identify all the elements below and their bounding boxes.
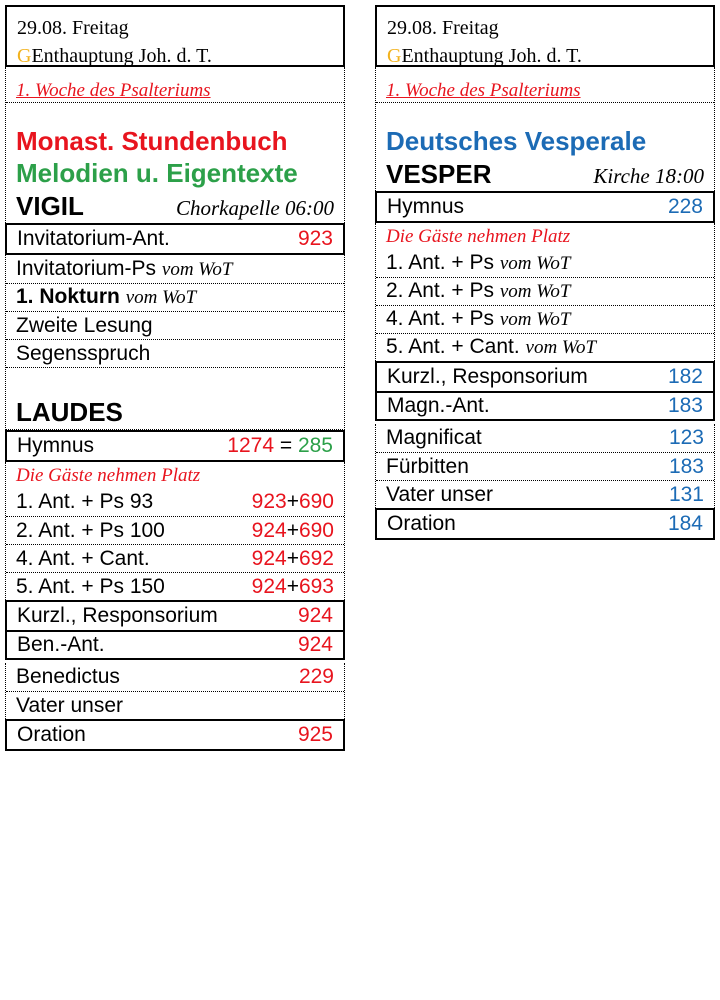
page-number: 924 [297, 633, 333, 656]
list-item: Oration 184 [377, 510, 713, 538]
list-item: Hymnus 228 [377, 193, 713, 221]
book-title-vesperale: Deutsches Vesperale [386, 126, 647, 156]
page-number: 923 [297, 227, 333, 250]
guests-note: Die Gäste nehmen Platz [16, 465, 201, 486]
list-item: 1. Nokturn vom WoT [6, 283, 344, 311]
laudes-oration-box [5, 719, 345, 751]
feast-line [17, 42, 343, 70]
vesper-responsorium-box [375, 361, 715, 421]
book-title-stundenbuch: Monast. Stundenbuch [16, 126, 288, 156]
list-item: Invitatorium-Ps vom WoT [16, 256, 233, 280]
guests-note: Die Gäste nehmen Platz [386, 226, 571, 247]
list-item: Kurzl., Responsorium 182 [377, 363, 713, 391]
laudes-title: LAUDES [16, 397, 123, 427]
feast-rank-letter: G [17, 45, 32, 67]
date-label: 29.08. Freitag [387, 17, 499, 39]
page-number: 285 [297, 434, 333, 457]
list-item: Magnificat 123 [376, 424, 714, 452]
laudes-responsorium-box [5, 600, 345, 660]
list-item: Vater unser 131 [376, 480, 714, 508]
page-number: 183 [667, 394, 703, 417]
page-number: 228 [667, 195, 703, 218]
page-number: 131 [668, 482, 704, 506]
list-item: Zweite Lesung [6, 311, 344, 339]
laudes-closing [5, 663, 345, 719]
vigil-heading [6, 189, 344, 223]
morning-schedule-column [5, 5, 345, 751]
list-item: Fürbitten 183 [376, 452, 714, 480]
vesper-psalms [375, 223, 715, 361]
list-item: 4. Ant. + Cant. 924+692 [6, 544, 344, 572]
list-item: Vater unser [6, 691, 344, 719]
list-item: 1. Ant. + Ps vom WoT [386, 250, 571, 274]
list-item: 4. Ant. + Ps vom WoT [376, 305, 714, 333]
date-label: 29.08. Freitag [17, 17, 129, 39]
list-item: 5. Ant. + Ps 150 924+693 [6, 572, 344, 600]
vigil-title: VIGIL [16, 191, 84, 221]
page-number: 229 [298, 665, 334, 688]
laudes-hymnus-box [5, 430, 345, 462]
vesper-block [375, 67, 715, 191]
page-number: 123 [668, 426, 704, 449]
feast-line [387, 42, 713, 70]
page-number: 924 [297, 604, 333, 627]
page-number: 182 [667, 365, 703, 388]
vigil-invitatorium-box [5, 223, 345, 255]
vigil-block [5, 67, 345, 223]
list-item: Ben.-Ant. 924 [7, 630, 343, 658]
laudes-psalms [5, 462, 345, 600]
feast-name: Enthauptung Joh. d. T. [401, 45, 582, 67]
page-number: 183 [668, 454, 704, 478]
book-title-eigentexte: Melodien u. Eigentexte [16, 158, 298, 188]
list-item: 1. Ant. + Ps 93 923+690 [16, 490, 334, 513]
list-item: Kurzl., Responsorium 924 [7, 602, 343, 630]
vesper-hymnus-box [375, 191, 715, 223]
feast-name: Enthauptung Joh. d. T. [31, 45, 212, 67]
vesper-oration-box [375, 508, 715, 540]
vigil-location-time: Chorkapelle 06:00 [175, 196, 334, 220]
list-item: Oration 925 [7, 721, 343, 749]
list-item: 2. Ant. + Ps 100 924+690 [6, 516, 344, 544]
vigil-items [5, 255, 345, 430]
list-item: 2. Ant. + Ps vom WoT [376, 277, 714, 305]
list-item: Magn.-Ant. 183 [377, 391, 713, 419]
list-item: Invitatorium-Ant. 923 [7, 225, 343, 253]
vesper-title: VESPER [386, 159, 492, 189]
day-header [5, 5, 345, 67]
list-item: 5. Ant. + Cant. vom WoT [376, 333, 714, 361]
page-number: 184 [667, 512, 703, 535]
page-number: 1274 [227, 434, 275, 457]
page-number: 925 [297, 723, 333, 746]
laudes-heading [6, 395, 344, 429]
psalter-week-link[interactable]: 1. Woche des Psalteriums [376, 67, 714, 103]
vesper-closing [375, 424, 715, 508]
list-item: Segensspruch [6, 339, 344, 367]
feast-rank-letter: G [387, 45, 402, 67]
vesper-heading [376, 157, 714, 191]
list-item: Benedictus 229 [6, 663, 344, 691]
vesper-location-time: Kirche 18:00 [593, 164, 704, 188]
evening-schedule-column [375, 5, 715, 540]
day-header [375, 5, 715, 67]
psalter-week-link[interactable]: 1. Woche des Psalteriums [6, 67, 344, 103]
list-item: Hymnus 1274 = 285 [17, 434, 333, 457]
